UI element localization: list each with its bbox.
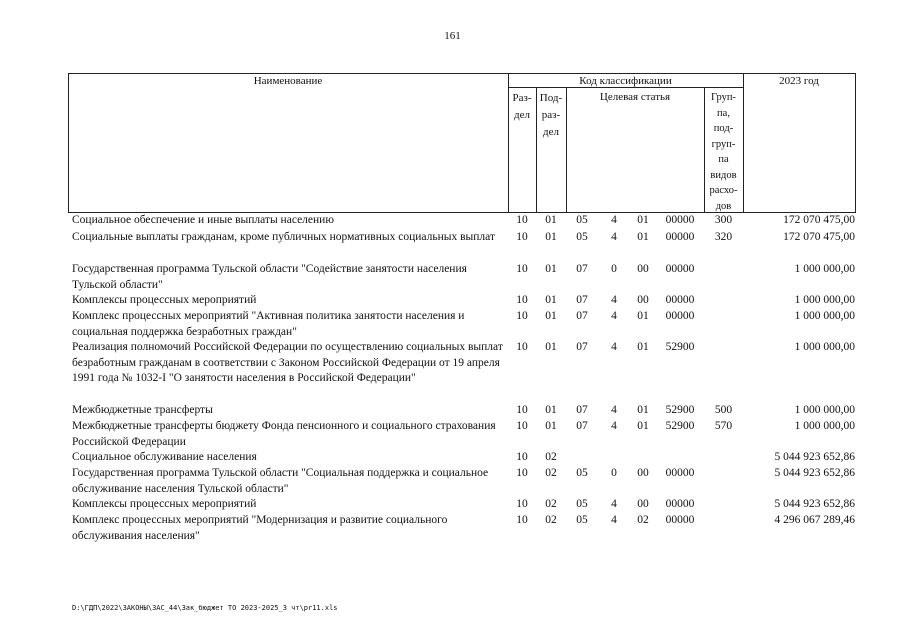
row-name: Государственная программа Тульской области "Содействие занятости населения Тульской области" [72,263,467,291]
row-code-r: 10 [516,420,528,432]
file-path-footer: D:\ГДП\2022\ЗАКОНЫ\ЗАС_44\Зак_бюджет ТО 2023-2025_3 чт\pr11.xls [72,604,338,612]
row-code-r: 10 [516,451,528,463]
row-code-c1: 07 [576,310,588,322]
row-code-p: 02 [545,514,557,526]
row-amount: 1 000 000,00 [794,294,855,306]
row-name: Комплексы процессных мероприятий [72,294,257,306]
row-amount: 1 000 000,00 [794,341,855,353]
row-code-p: 01 [545,294,557,306]
row-code-c1: 05 [576,467,588,479]
header-year: 2023 год [779,75,819,87]
row-code-c3: 01 [637,420,649,432]
row-name: Реализация полномочий Российской Федерации по осуществлению социальных выплат безработным гражданам в соответствии с Законом Российской Федерации от 19 апреля 1991 года № 1032-I "О занятости населения в Российской Федерации" [72,341,503,384]
row-code-p: 02 [545,467,557,479]
row-code-c3: 00 [637,263,649,275]
row-name: Социальные выплаты гражданам, кроме публичных нормативных социальных выплат [72,231,495,243]
row-code-p: 02 [545,451,557,463]
row-code-g: 300 [714,214,733,226]
row-code-c2: 4 [611,404,617,416]
row-code-c4: 52900 [665,341,695,353]
row-amount: 172 070 475,00 [783,231,855,243]
header-podrazdel: Под- раз- дел [539,92,563,138]
row-name: Межбюджетные трансферты бюджету Фонда пенсионного и социального страхования Российской Федерации [72,420,496,448]
row-code-c1: 07 [576,294,588,306]
row-amount: 1 000 000,00 [794,263,855,275]
row-name: Межбюджетные трансферты [72,404,213,416]
row-code-p: 01 [545,341,557,353]
row-code-r: 10 [516,467,528,479]
header-gruppa: Груп- па, под- груп- па видов расхо- дов [709,92,738,212]
row-code-c1: 05 [576,231,588,243]
row-code-c3: 02 [637,514,649,526]
row-code-p: 01 [545,420,557,432]
row-amount: 1 000 000,00 [794,310,855,322]
row-amount: 4 296 067 289,46 [774,514,855,526]
row-code-p: 01 [545,310,557,322]
row-code-c2: 4 [611,214,617,226]
row-code-r: 10 [516,498,528,510]
header-celevaya: Целевая статья [599,91,671,103]
row-code-p: 01 [545,231,557,243]
row-code-c1: 05 [576,514,588,526]
row-name: Комплекс процессных мероприятий "Активная политика занятости населения и социальная поддержка безработных граждан" [72,310,465,338]
row-code-c1: 07 [576,404,588,416]
row-code-c4: 00000 [665,498,695,510]
page-number: 161 [444,30,461,42]
row-code-c1: 05 [576,214,588,226]
row-code-c1: 05 [576,498,588,510]
row-amount: 5 044 923 652,86 [774,467,855,479]
header-razdel: Раз- дел [512,92,532,121]
row-code-c2: 4 [611,514,617,526]
row-code-c4: 00000 [665,263,695,275]
row-code-r: 10 [516,341,528,353]
row-code-c4: 00000 [665,294,695,306]
row-amount: 1 000 000,00 [794,404,855,416]
row-code-c2: 0 [611,467,617,479]
row-code-c3: 01 [637,341,649,353]
row-code-r: 10 [516,214,528,226]
header-divider-year [743,73,744,213]
row-code-p: 01 [545,214,557,226]
row-code-c4: 00000 [665,514,695,526]
row-code-g: 570 [714,420,733,432]
row-code-c2: 0 [611,263,617,275]
row-code-c1: 07 [576,341,588,353]
row-code-c2: 4 [611,231,617,243]
row-amount: 5 044 923 652,86 [774,498,855,510]
row-code-p: 01 [545,263,557,275]
row-name: Социальное обеспечение и иные выплаты населению [72,214,334,226]
row-code-c2: 4 [611,420,617,432]
row-code-c2: 4 [611,294,617,306]
row-code-c3: 00 [637,294,649,306]
row-name: Комплексы процессных мероприятий [72,498,257,510]
row-amount: 5 044 923 652,86 [774,451,855,463]
row-code-c3: 01 [637,310,649,322]
row-code-c3: 01 [637,404,649,416]
row-code-r: 10 [516,263,528,275]
header-code: Код классификации [579,75,672,87]
row-code-c4: 52900 [665,404,695,416]
row-code-g: 320 [714,231,733,243]
row-code-c4: 52900 [665,420,695,432]
row-code-c3: 00 [637,467,649,479]
row-code-c1: 07 [576,263,588,275]
row-code-p: 01 [545,404,557,416]
row-name: Комплекс процессных мероприятий "Модернизация и развитие социального обслуживания населения" [72,514,448,542]
row-code-c2: 4 [611,341,617,353]
row-code-c3: 00 [637,498,649,510]
row-code-r: 10 [516,514,528,526]
row-code-r: 10 [516,404,528,416]
row-code-c1: 07 [576,420,588,432]
row-code-c2: 4 [611,310,617,322]
row-code-c4: 00000 [665,214,695,226]
row-code-p: 02 [545,498,557,510]
header-divider-podrazdel [566,87,567,213]
row-amount: 1 000 000,00 [794,420,855,432]
row-amount: 172 070 475,00 [783,214,855,226]
row-code-c4: 00000 [665,231,695,243]
row-code-r: 10 [516,231,528,243]
row-code-c3: 01 [637,214,649,226]
row-code-r: 10 [516,310,528,322]
row-code-r: 10 [516,294,528,306]
row-code-c4: 00000 [665,310,695,322]
row-name: Социальное обслуживание населения [72,451,257,463]
row-code-g: 500 [714,404,733,416]
row-code-c4: 00000 [665,467,695,479]
row-name: Государственная программа Тульской области "Социальная поддержка и социальное обслуживание населения Тульской области" [72,467,489,495]
header-name: Наименование [253,75,323,87]
row-code-c2: 4 [611,498,617,510]
row-code-c3: 01 [637,231,649,243]
